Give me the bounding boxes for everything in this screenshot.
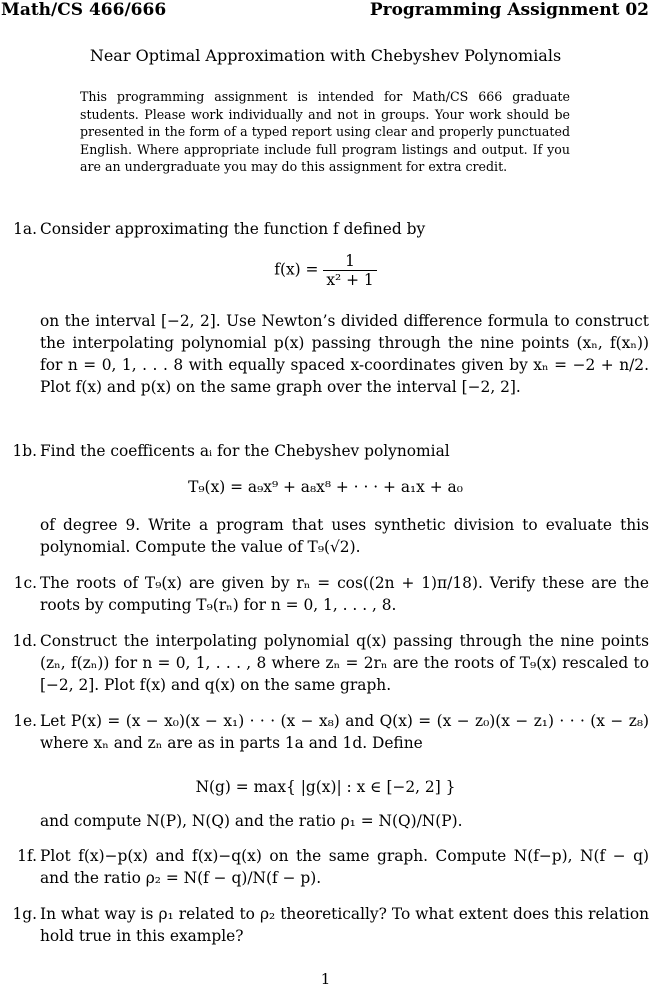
item-text: on the interval [−2, 2]. Use Newton’s divided difference formula to construct the interpolating polynomial p(x) passing through the nine points (xₙ, f(xₙ)) for n = 0, 1, . . . 8 with equally spaced x-coordinates given by xₙ = −2 + n/2. Plot f(x) and p(x) on the same graph over the interval [−2, 2]. (40, 312, 649, 396)
assignment-title: Programming Assignment 02 (369, 0, 649, 20)
equation-f (0, 252, 651, 289)
item-intro: Let P(x) = (x − x₀)(x − x₁) · · · (x − x₈) and Q(x) = (x − z₀)(x − z₁) · · · (x − z₈) where xₙ and zₙ are as in parts 1a and 1d. Define (40, 712, 649, 752)
document-title: Near Optimal Approximation with Chebyshev Polynomials (89, 46, 562, 65)
item-text: The roots of T₉(x) are given by rₙ = cos((2n + 1)π/18). Verify these are the roots by computing T₉(rₙ) for n = 0, 1, . . . , 8. (40, 574, 649, 614)
equation-norm: N(g) = max{ |g(x)| : x ∈ [−2, 2] } (195, 778, 456, 796)
item-text: In what way is ρ₁ related to ρ₂ theoretically? To what extent does this relation hold true in this example? (40, 905, 649, 945)
item-label: 1f. (17, 847, 37, 865)
fraction (323, 252, 376, 289)
course-title: Math/CS 466/666 (1, 0, 167, 20)
item-text: Plot f(x)−p(x) and f(x)−q(x) on the same graph. Compute N(f−p), N(f − q) and the ratio ρ₂ = N(f − q)/N(f − p). (40, 847, 649, 887)
item-label: 1g. (12, 905, 37, 923)
item-intro: Consider approximating the function f defined by (40, 220, 426, 238)
item-text: of degree 9. Write a program that uses synthetic division to evaluate this polynomial. Compute the value of T₉(√2). (40, 516, 649, 556)
equation-lhs: f(x) = (274, 260, 319, 279)
item-text: and compute N(P), N(Q) and the ratio ρ₁ = N(Q)/N(P). (40, 812, 463, 830)
item-label: 1c. (13, 574, 37, 592)
page-header (0, 0, 651, 22)
fraction-denominator: x² + 1 (326, 271, 374, 289)
item-text: Construct the interpolating polynomial q(x) passing through the nine points (zₙ, f(zₙ)) for n = 0, 1, . . . , 8 where zₙ = 2rₙ are the roots of T₉(x) rescaled to [−2, 2]. Plot f(x) and q(x) on the same graph. (40, 632, 649, 694)
item-label: 1a. (13, 220, 37, 238)
abstract-paragraph: This programming assignment is intended for Math/CS 666 graduate students. Please work individually and not in groups. Your work should be presented in the form of a typed report using clear and properly punctuated English. Where appropriate include full program listings and output. If you are an undergraduate you may do this assignment for extra credit. (80, 89, 570, 175)
item-label: 1e. (13, 712, 37, 730)
item-label: 1b. (12, 442, 37, 460)
page-number: 1 (320, 970, 331, 988)
item-label: 1d. (12, 632, 37, 650)
item-intro: Find the coefficents aᵢ for the Chebyshev polynomial (40, 442, 450, 460)
equation-chebyshev: T₉(x) = a₉x⁹ + a₈x⁸ + · · · + a₁x + a₀ (188, 478, 463, 496)
fraction-numerator: 1 (323, 252, 376, 271)
